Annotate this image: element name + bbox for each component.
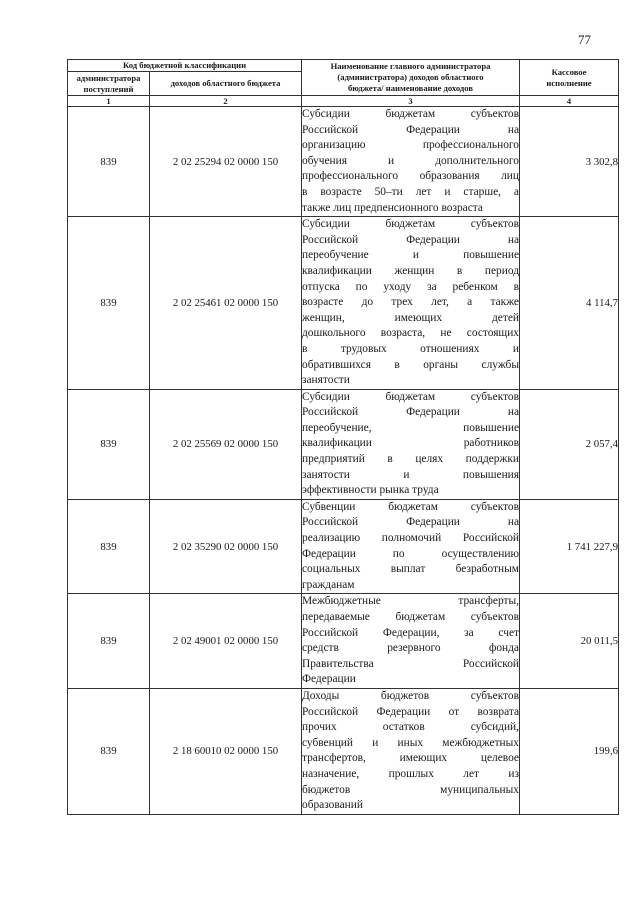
revenue-name-line: Правительства Российской [302, 657, 519, 670]
column-number: 4 [520, 96, 619, 107]
column-number: 3 [302, 96, 520, 107]
revenue-name-line: переобучение, повышение [302, 421, 519, 434]
revenue-name-line: отпуска по уходу за ребенком в [302, 280, 519, 293]
revenue-name-cell [302, 688, 520, 814]
header-admin-line: администратора [76, 72, 141, 83]
header-classification-code: Код бюджетной классификации [68, 60, 302, 72]
column-number: 2 [150, 96, 302, 107]
revenue-name-line: средств резервного фонда [302, 642, 519, 655]
revenue-name-line: занятости [302, 374, 350, 387]
table-row [68, 107, 619, 217]
revenue-name-line: обучения и дополнительного [302, 154, 519, 167]
header-cash-execution [520, 60, 619, 96]
revenue-name-line: Доходы бюджетов субъектов [302, 689, 519, 702]
page-number: 77 [578, 32, 591, 47]
revenue-name-line: прочих остатков субсидий, [302, 721, 519, 734]
cash-amount-cell: 1 741 227,9 [520, 499, 619, 594]
table-row [68, 688, 619, 814]
admin-code-cell: 839 [68, 217, 150, 390]
table-row [68, 499, 619, 594]
table-row [68, 389, 619, 499]
revenue-name-line: Субвенции бюджетам субъектов [302, 500, 519, 513]
revenue-code-cell: 2 02 35290 02 0000 150 [150, 499, 302, 594]
revenue-name-line: Межбюджетные трансферты, [302, 595, 519, 608]
revenue-name-line: квалификации женщин в период [302, 264, 519, 277]
revenue-name-cell [302, 389, 520, 499]
revenue-name-line: возрасте до трех лет, а также [302, 296, 519, 309]
column-number: 1 [68, 96, 150, 107]
revenue-name-line: занятости и повышения [302, 468, 519, 481]
revenue-name-line: Субсидии бюджетам субъектов [302, 218, 519, 231]
revenue-name-line: бюджетов муниципальных [302, 783, 519, 796]
revenue-name-line: образований [302, 799, 363, 812]
revenue-code-cell: 2 02 25461 02 0000 150 [150, 217, 302, 390]
header-name-line: бюджета/ наименование доходов [347, 83, 474, 93]
cash-amount-cell: 2 057,4 [520, 389, 619, 499]
revenue-name-line: трансфертов, имеющих целевое [302, 752, 519, 765]
revenue-name-line: Российской Федерации на [302, 516, 519, 529]
revenue-name-line: предприятий в целях поддержки [302, 453, 519, 466]
revenue-name-line: Российской Федерации на [302, 406, 519, 419]
revenue-name-line: социальных выплат безработным [302, 563, 519, 576]
header-admin-column [68, 72, 150, 96]
cash-amount-cell: 4 114,7 [520, 217, 619, 390]
cash-amount-cell: 20 011,5 [520, 594, 619, 689]
cash-amount-cell: 3 302,8 [520, 107, 619, 217]
revenue-name-line: Федерации [302, 673, 356, 686]
revenue-name-line: гражданам [302, 578, 355, 591]
header-cash-line: исполнение [546, 77, 592, 88]
revenue-name-cell [302, 217, 520, 390]
revenue-name-line: женщин, имеющих детей [302, 311, 519, 324]
revenue-name-line: профессионального образования лиц [302, 170, 519, 183]
revenue-name-line: Российской Федерации, за счет [302, 626, 519, 639]
revenue-name-line: реализацию полномочий Российской [302, 532, 519, 545]
table-row [68, 594, 619, 689]
revenue-name-line: обратившихся в органы службы [302, 358, 519, 371]
revenue-name-line: дошкольного возраста, не состоящих [302, 327, 519, 340]
revenue-name-line: Субсидии бюджетам субъектов [302, 390, 519, 403]
revenue-name-line: в возрасте 50–ти лет и старше, а [302, 185, 519, 198]
header-regional-revenue-column: доходов областного бюджета [150, 72, 302, 96]
revenue-code-cell: 2 02 49001 02 0000 150 [150, 594, 302, 689]
revenue-name-line: переобучение и повышение [302, 249, 519, 262]
header-name-column [302, 60, 520, 96]
revenue-name-line: квалификации работников [302, 437, 519, 450]
revenue-code-cell: 2 02 25294 02 0000 150 [150, 107, 302, 217]
revenue-name-line: Субсидии бюджетам субъектов [302, 108, 519, 120]
revenue-name-line: эффективности рынка труда [302, 484, 439, 497]
revenue-name-line: Федерации по осуществлению [302, 547, 519, 560]
revenue-name-line: субвенций и иных межбюджетных [302, 736, 519, 749]
header-cash-line: Кассовое [551, 66, 587, 77]
revenue-name-line: также лиц предпенсионного возраста [302, 201, 483, 214]
revenue-name-line: организацию профессионального [302, 139, 519, 152]
header-name-line: (администратора) доходов областного [337, 72, 484, 82]
admin-code-cell: 839 [68, 389, 150, 499]
admin-code-cell: 839 [68, 107, 150, 217]
revenue-name-line: Российской Федерации на [302, 233, 519, 246]
revenue-name-line: Российской Федерации на [302, 123, 519, 136]
revenue-name-line: назначение, прошлых лет из [302, 767, 519, 780]
budget-revenue-table [67, 59, 619, 815]
revenue-code-cell: 2 02 25569 02 0000 150 [150, 389, 302, 499]
revenue-name-cell [302, 107, 520, 217]
admin-code-cell: 839 [68, 499, 150, 594]
revenue-name-cell [302, 594, 520, 689]
cash-amount-cell: 199,6 [520, 688, 619, 814]
revenue-name-cell [302, 499, 520, 594]
admin-code-cell: 839 [68, 688, 150, 814]
header-name-line: Наименование главного администратора [330, 61, 491, 71]
admin-code-cell: 839 [68, 594, 150, 689]
revenue-name-line: в трудовых отношениях и [302, 342, 519, 355]
header-admin-line: поступлений [83, 83, 134, 94]
revenue-name-line: Российской Федерации от возврата [302, 705, 519, 718]
revenue-name-line: передаваемые бюджетам субъектов [302, 611, 519, 623]
table-row [68, 217, 619, 390]
revenue-code-cell: 2 18 60010 02 0000 150 [150, 688, 302, 814]
